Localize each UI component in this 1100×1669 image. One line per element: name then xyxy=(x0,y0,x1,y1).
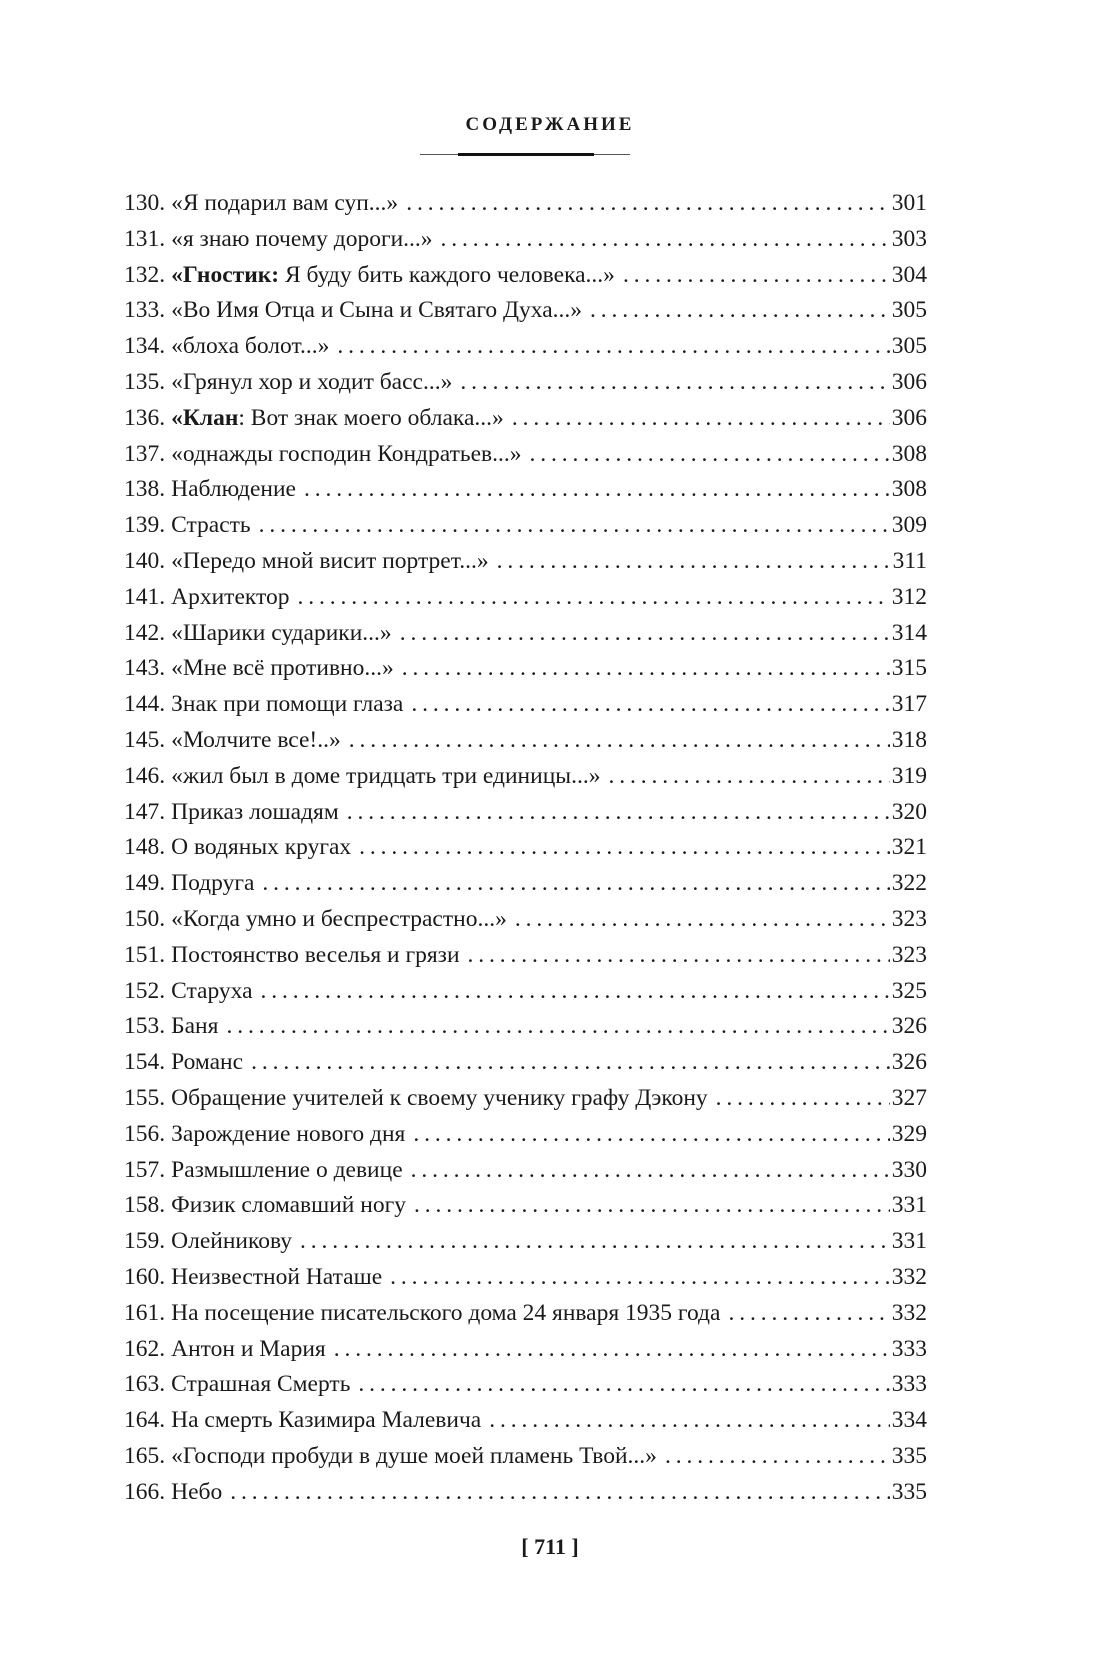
entry-page: 318 xyxy=(891,726,927,753)
entry-title xyxy=(171,759,600,795)
entry-number: 149. xyxy=(124,870,166,897)
entry-title xyxy=(171,1332,326,1368)
entry-title xyxy=(171,830,351,866)
toc-entry[interactable] xyxy=(124,1403,927,1439)
entry-title-text: Антон и Мария xyxy=(171,1335,326,1362)
dot-leader xyxy=(512,401,890,437)
entry-title xyxy=(171,687,403,723)
toc-entry[interactable] xyxy=(124,365,927,401)
entry-title xyxy=(171,1045,243,1081)
entry-page: 308 xyxy=(891,476,927,503)
entry-number: 162. xyxy=(124,1335,166,1362)
toc-entry[interactable] xyxy=(124,508,927,544)
entry-title-text: Архитектор xyxy=(171,583,290,610)
entry-title-text: «Я подарил вам суп...» xyxy=(171,190,399,216)
entry-title-text: Размышление о девице xyxy=(171,1156,403,1183)
entry-title-text: Постоянство веселья и грязи xyxy=(171,941,460,968)
entry-title xyxy=(171,974,252,1010)
dot-leader xyxy=(261,974,890,1010)
toc-entry[interactable] xyxy=(124,759,927,795)
entry-number: 163. xyxy=(124,1371,166,1398)
dot-leader xyxy=(665,1439,890,1475)
entry-page: 327 xyxy=(891,1084,927,1111)
entry-number: 145. xyxy=(124,726,166,753)
entry-page: 304 xyxy=(891,261,927,288)
entry-title-text: «Во Имя Отца и Сына и Святаго Духа...» xyxy=(171,297,583,324)
entry-title xyxy=(171,544,488,580)
dot-leader xyxy=(300,1224,890,1260)
entry-title-text: Страсть xyxy=(171,512,251,539)
entry-number: 151. xyxy=(124,941,166,968)
entry-title xyxy=(171,1475,222,1511)
entry-page: 323 xyxy=(891,905,927,932)
entry-number: 133. xyxy=(124,297,166,324)
entry-title xyxy=(171,1188,406,1224)
toc-entry[interactable] xyxy=(124,258,927,294)
entry-title-bold: «Клан xyxy=(171,404,239,431)
entry-title-text: «Молчите все!..» xyxy=(171,726,341,753)
entry-title xyxy=(171,651,394,687)
entry-title-text: «Передо мной висит портрет...» xyxy=(171,547,489,574)
entry-number: 166. xyxy=(124,1478,166,1505)
entry-title xyxy=(171,616,392,652)
entry-page: 311 xyxy=(892,547,927,574)
entry-title-text: Физик сломавший ногу xyxy=(171,1192,406,1219)
entry-number: 161. xyxy=(124,1299,166,1326)
entry-number: 144. xyxy=(124,691,166,718)
entry-title-text: «Шарики сударики...» xyxy=(171,619,392,646)
page-number: [ 711 ] xyxy=(521,1534,579,1559)
dot-leader xyxy=(337,329,889,365)
entry-number: 150. xyxy=(124,905,166,932)
toc-entry[interactable] xyxy=(124,544,927,580)
entry-title xyxy=(171,866,254,902)
toc-entry[interactable] xyxy=(124,472,927,508)
toc-entry[interactable] xyxy=(124,1439,927,1475)
toc-entry[interactable] xyxy=(124,1332,927,1368)
entry-title xyxy=(171,1153,403,1189)
toc-entry[interactable] xyxy=(124,902,927,938)
entry-title-text: Зарождение нового дня xyxy=(171,1120,406,1147)
entry-title xyxy=(171,1009,218,1045)
toc-entry[interactable] xyxy=(124,1117,927,1153)
entry-title xyxy=(171,293,582,329)
entry-page: 320 xyxy=(891,798,927,825)
entry-title-text: Обращение учителей к своему ученику графу Дэкону xyxy=(171,1084,708,1111)
entry-title xyxy=(171,1260,382,1296)
dot-leader xyxy=(728,1296,889,1332)
entry-page: 321 xyxy=(891,834,927,861)
entry-page: 309 xyxy=(891,512,927,539)
entry-page: 325 xyxy=(891,977,927,1004)
dot-leader xyxy=(468,938,890,974)
dot-leader xyxy=(515,902,890,938)
entry-page: 333 xyxy=(891,1371,927,1398)
dot-leader xyxy=(414,1188,890,1224)
entry-title xyxy=(171,437,521,473)
dot-leader xyxy=(406,186,890,222)
entry-title-text: «однажды господин Кондратьев...» xyxy=(171,440,522,467)
entry-title xyxy=(171,723,341,759)
entry-number: 159. xyxy=(124,1228,166,1255)
entry-title xyxy=(171,186,398,222)
entry-title-text: Олейникову xyxy=(171,1228,292,1255)
entry-page: 308 xyxy=(891,440,927,467)
entry-number: 165. xyxy=(124,1442,166,1469)
entry-number: 158. xyxy=(124,1192,166,1219)
toc-entry[interactable] xyxy=(124,795,927,831)
toc-entry[interactable] xyxy=(124,1009,927,1045)
entry-page: 332 xyxy=(891,1263,927,1290)
entry-page: 326 xyxy=(891,1049,927,1076)
dot-leader xyxy=(259,508,890,544)
entry-title-text: Старуха xyxy=(171,977,253,1004)
entry-title xyxy=(171,401,504,437)
toc-entry[interactable] xyxy=(124,1153,927,1189)
entry-title xyxy=(171,938,459,974)
entry-page: 326 xyxy=(891,1013,927,1040)
entry-page: 315 xyxy=(891,655,927,682)
entry-title-text: На посещение писательского дома 24 января 1935 года xyxy=(171,1299,721,1326)
dot-leader xyxy=(608,759,889,795)
dot-leader xyxy=(251,1045,890,1081)
entry-title-text: Приказ лошадям xyxy=(171,798,339,825)
entry-title xyxy=(171,258,615,294)
entry-title xyxy=(171,1224,292,1260)
entry-title-text: «я знаю почему дороги...» xyxy=(171,225,433,252)
entry-title xyxy=(171,1117,405,1153)
entry-number: 131. xyxy=(124,225,166,252)
entry-page: 319 xyxy=(891,762,927,789)
entry-page: 335 xyxy=(891,1442,927,1469)
entry-page: 331 xyxy=(891,1192,927,1219)
entry-title-text: О водяных кругах xyxy=(171,834,352,861)
entry-page: 335 xyxy=(891,1478,927,1505)
entry-number: 130. xyxy=(124,190,166,216)
dot-leader xyxy=(230,1475,890,1511)
toc-entry[interactable] xyxy=(124,866,927,902)
toc-entry[interactable] xyxy=(124,1224,927,1260)
toc-entry[interactable] xyxy=(124,293,927,329)
entry-page: 334 xyxy=(891,1407,927,1434)
entry-title xyxy=(171,365,452,401)
entry-title xyxy=(171,902,507,938)
toc-entry[interactable] xyxy=(124,1260,927,1296)
entry-number: 142. xyxy=(124,619,166,646)
toc-entry[interactable] xyxy=(124,222,927,258)
toc-entry[interactable] xyxy=(124,1081,927,1117)
entry-page: 303 xyxy=(891,225,927,252)
entry-title xyxy=(171,1439,657,1475)
entry-title xyxy=(171,1367,350,1403)
entry-number: 164. xyxy=(124,1407,166,1434)
entry-number: 152. xyxy=(124,977,166,1004)
entry-title-text: Небо xyxy=(171,1478,223,1505)
entry-title-text: Наблюдение xyxy=(171,476,296,503)
entry-title xyxy=(171,1403,481,1439)
toc-entry[interactable] xyxy=(124,938,927,974)
toc-entry[interactable] xyxy=(124,830,927,866)
dot-leader xyxy=(441,222,890,258)
dot-leader xyxy=(623,258,890,294)
entry-title-text: «Господи пробуди в душе моей пламень Твой...» xyxy=(171,1442,657,1469)
dot-leader xyxy=(402,651,890,687)
toc-entry[interactable] xyxy=(124,616,927,652)
entry-title xyxy=(171,580,289,616)
entry-title-text: «жил был в доме тридцать три единицы...» xyxy=(171,762,601,789)
entry-number: 156. xyxy=(124,1120,166,1147)
title-divider-accent xyxy=(458,153,594,156)
toc-entry[interactable] xyxy=(124,723,927,759)
entry-title xyxy=(171,795,339,831)
entry-page: 330 xyxy=(891,1156,927,1183)
entry-title xyxy=(171,1296,720,1332)
entry-number: 157. xyxy=(124,1156,166,1183)
toc-entry[interactable] xyxy=(124,687,927,723)
entry-number: 155. xyxy=(124,1084,166,1111)
dot-leader xyxy=(226,1009,889,1045)
dot-leader xyxy=(262,866,889,902)
entry-page: 317 xyxy=(891,691,927,718)
entry-number: 140. xyxy=(124,547,166,574)
toc-entry[interactable] xyxy=(124,974,927,1010)
dot-leader xyxy=(497,544,891,580)
dot-leader xyxy=(489,1403,890,1439)
entry-title xyxy=(171,1081,708,1117)
entry-title-text: «Когда умно и беспрестрастно...» xyxy=(171,905,507,932)
toc-entry[interactable] xyxy=(124,1475,927,1511)
entry-page: 332 xyxy=(891,1299,927,1326)
entry-number: 135. xyxy=(124,368,166,395)
entry-title-text: Страшная Смерть xyxy=(171,1371,351,1398)
entry-title-text: На смерть Казимира Малевича xyxy=(171,1407,482,1434)
entry-title-text: Баня xyxy=(171,1013,219,1040)
entry-number: 132. xyxy=(124,261,166,288)
dot-leader xyxy=(390,1260,890,1296)
entry-number: 148. xyxy=(124,834,166,861)
entry-number: 136. xyxy=(124,404,166,431)
dot-leader xyxy=(460,365,889,401)
toc-entry[interactable] xyxy=(124,580,927,616)
dot-leader xyxy=(411,687,889,723)
entry-page: 301 xyxy=(891,190,927,216)
entry-number: 138. xyxy=(124,476,166,503)
dot-leader xyxy=(590,293,890,329)
dot-leader xyxy=(359,830,890,866)
entry-title-text: Я буду бить каждого человека...» xyxy=(279,261,615,288)
entry-number: 146. xyxy=(124,762,166,789)
toc-entry[interactable] xyxy=(124,651,927,687)
entry-number: 139. xyxy=(124,512,166,539)
dot-leader xyxy=(413,1117,889,1153)
entry-title-text: : Вот знак моего облака...» xyxy=(238,404,504,431)
entry-title-text: Подруга xyxy=(171,870,255,897)
dot-leader xyxy=(304,472,890,508)
dot-leader xyxy=(297,580,889,616)
entry-title-text: «Мне всё противно...» xyxy=(171,655,394,682)
toc-entry[interactable] xyxy=(124,186,927,222)
entry-page: 329 xyxy=(891,1120,927,1147)
entry-number: 143. xyxy=(124,655,166,682)
entry-page: 314 xyxy=(891,619,927,646)
toc-entry[interactable] xyxy=(124,329,927,365)
entry-number: 147. xyxy=(124,798,166,825)
toc-entry[interactable] xyxy=(124,1367,927,1403)
dot-leader xyxy=(347,795,890,831)
entry-page: 331 xyxy=(891,1228,927,1255)
entry-number: 134. xyxy=(124,333,166,360)
entry-number: 154. xyxy=(124,1049,166,1076)
entry-page: 306 xyxy=(891,368,927,395)
toc-entry[interactable] xyxy=(124,1045,927,1081)
dot-leader xyxy=(411,1153,890,1189)
entry-title-text: Знак при помощи глаза xyxy=(171,691,404,718)
page-title: СОДЕРЖАНИЕ xyxy=(465,114,635,135)
entry-page: 322 xyxy=(891,870,927,897)
entry-page: 305 xyxy=(891,333,927,360)
entry-title-text: «Грянул хор и ходит басс...» xyxy=(171,368,453,395)
dot-leader xyxy=(716,1081,890,1117)
dot-leader xyxy=(349,723,890,759)
toc-entry[interactable] xyxy=(124,437,927,473)
toc-entry[interactable] xyxy=(124,401,927,437)
entry-title xyxy=(171,222,432,258)
entry-number: 141. xyxy=(124,583,166,610)
toc-entry[interactable] xyxy=(124,1188,927,1224)
entry-number: 153. xyxy=(124,1013,166,1040)
entry-title-text: Романс xyxy=(171,1049,244,1076)
entry-title xyxy=(171,472,296,508)
dot-leader xyxy=(358,1367,889,1403)
entry-title-text: Неизвестной Наташе xyxy=(171,1263,383,1290)
dot-leader xyxy=(529,437,889,473)
entry-title xyxy=(171,508,251,544)
entry-page: 306 xyxy=(891,404,927,431)
entry-number: 137. xyxy=(124,440,166,467)
entry-title-bold: «Гностик: xyxy=(171,261,280,288)
entry-number: 160. xyxy=(124,1263,166,1290)
entry-title xyxy=(171,329,329,365)
dot-leader xyxy=(400,616,890,652)
dot-leader xyxy=(334,1332,890,1368)
entry-page: 312 xyxy=(891,583,927,610)
table-of-contents xyxy=(124,186,927,1510)
entry-page: 323 xyxy=(891,941,927,968)
entry-page: 305 xyxy=(891,297,927,324)
toc-entry[interactable] xyxy=(124,1296,927,1332)
entry-page: 333 xyxy=(891,1335,927,1362)
entry-title-text: «блоха болот...» xyxy=(171,333,330,360)
